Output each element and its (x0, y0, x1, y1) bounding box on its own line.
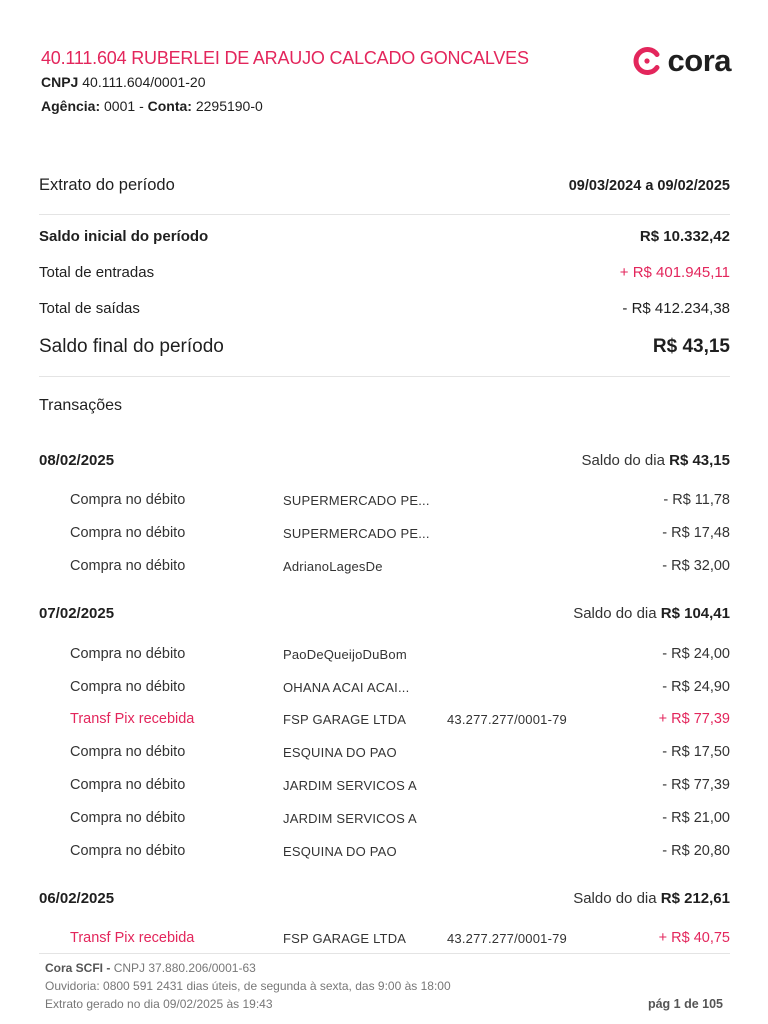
transaction-amount: - R$ 24,00 (662, 646, 730, 662)
footer-generated: Extrato gerado no dia 09/02/2025 às 19:43 (45, 997, 273, 1011)
saidas-label: Total de saídas (39, 300, 140, 317)
conta-label: Conta: (147, 98, 192, 114)
transaction-row (70, 679, 730, 699)
day-balance-label: Saldo do dia (573, 890, 657, 907)
transaction-description: Compra no débito (70, 744, 186, 760)
transaction-amount: - R$ 24,90 (662, 679, 730, 695)
transaction-description: Compra no débito (70, 525, 186, 541)
footer-company-name: Cora SCFI - (45, 961, 111, 975)
transaction-row (70, 777, 730, 797)
transaction-document: 43.277.277/0001-79 (447, 712, 567, 727)
account-separator: - (139, 98, 144, 114)
day-balance-label: Saldo do dia (573, 605, 657, 622)
entradas-label: Total de entradas (39, 264, 155, 281)
transaction-party: AdrianoLagesDe (283, 559, 383, 574)
transaction-description: Compra no débito (70, 492, 186, 508)
footer-ouvidoria: Ouvidoria: 0800 591 2431 dias úteis, de segunda à sexta, das 9:00 às 18:00 (45, 979, 451, 993)
transaction-amount: - R$ 32,00 (662, 558, 730, 574)
footer-company-cnpj: CNPJ 37.880.206/0001-63 (113, 961, 256, 975)
transaction-document: 43.277.277/0001-79 (447, 931, 567, 946)
transaction-party: ESQUINA DO PAO (283, 844, 397, 859)
cnpj-line (41, 70, 731, 94)
transaction-amount: - R$ 21,00 (662, 810, 730, 826)
transaction-description: Compra no débito (70, 558, 186, 574)
transaction-description: Compra no débito (70, 777, 186, 793)
transaction-description: Compra no débito (70, 646, 186, 662)
transaction-party: SUPERMERCADO PE... (283, 526, 430, 541)
saldo-final-label: Saldo final do período (39, 336, 224, 357)
cora-logo-text: cora (667, 43, 731, 78)
day-date: 08/02/2025 (39, 452, 115, 469)
cnpj-value: 40.111.604/0001-20 (82, 74, 206, 90)
transaction-row (70, 930, 730, 950)
day-balance (582, 452, 730, 469)
saldo-inicial-row (39, 228, 730, 245)
transaction-row (70, 711, 730, 731)
transaction-party: SUPERMERCADO PE... (283, 493, 430, 508)
summary-divider-bottom (39, 376, 730, 377)
transaction-row (70, 492, 730, 512)
day-header (39, 890, 730, 907)
transaction-party: ESQUINA DO PAO (283, 745, 397, 760)
summary-divider-top (39, 214, 730, 215)
day-balance (573, 605, 730, 622)
agencia-label: Agência: (41, 98, 101, 114)
period-title: Extrato do período (39, 176, 175, 194)
day-balance-label: Saldo do dia (581, 452, 665, 469)
transaction-row (70, 558, 730, 578)
period-row (39, 176, 730, 195)
day-date: 06/02/2025 (39, 890, 115, 907)
transaction-row (70, 843, 730, 863)
saldo-final-row (39, 336, 730, 358)
transaction-amount: - R$ 77,39 (662, 777, 730, 793)
transaction-party: JARDIM SERVICOS A (283, 778, 417, 793)
cora-logo-icon (632, 46, 662, 76)
transaction-amount: + R$ 77,39 (658, 711, 730, 727)
transactions-title: Transações (39, 397, 122, 414)
transaction-description: Transf Pix recebida (70, 711, 195, 727)
saidas-row (39, 300, 730, 317)
day-balance-value: R$ 104,41 (660, 605, 730, 622)
day-date: 07/02/2025 (39, 605, 115, 622)
transactions-heading-row (39, 397, 730, 415)
transaction-party: FSP GARAGE LTDA (283, 712, 407, 727)
entradas-row (39, 264, 730, 281)
transaction-description: Compra no débito (70, 679, 186, 695)
footer-divider (39, 953, 730, 954)
day-header (39, 605, 730, 622)
transaction-amount: - R$ 17,50 (662, 744, 730, 760)
transaction-row (70, 525, 730, 545)
saldo-final-value: R$ 43,15 (652, 336, 730, 357)
saldo-inicial-value: R$ 10.332,42 (639, 228, 730, 245)
day-balance-value: R$ 212,61 (660, 890, 730, 907)
transaction-row (70, 744, 730, 764)
footer-company (45, 961, 256, 975)
transaction-description: Compra no débito (70, 843, 186, 859)
statement-header (41, 43, 731, 118)
period-range: 09/03/2024 a 09/02/2025 (568, 177, 730, 194)
agencia-value: 0001 (104, 98, 136, 114)
transaction-row (70, 646, 730, 666)
transaction-party: PaoDeQueijoDuBom (283, 647, 407, 662)
cora-logo (632, 43, 731, 78)
day-balance-value: R$ 43,15 (669, 452, 730, 469)
cnpj-label: CNPJ (41, 74, 79, 90)
conta-value: 2295190-0 (195, 98, 263, 114)
transaction-party: JARDIM SERVICOS A (283, 811, 417, 826)
company-name: 40.111.604 RUBERLEI DE ARAUJO CALCADO GONCALVES (41, 48, 529, 68)
transaction-party: OHANA ACAI ACAI... (283, 680, 410, 695)
entradas-value: + R$ 401.945,11 (619, 264, 730, 281)
saidas-value: - R$ 412.234,38 (622, 300, 730, 317)
transaction-amount: - R$ 11,78 (663, 492, 730, 508)
transaction-row (70, 810, 730, 830)
transaction-amount: - R$ 17,48 (662, 525, 730, 541)
transaction-amount: + R$ 40,75 (658, 930, 730, 946)
account-line (41, 94, 731, 118)
day-balance (573, 890, 730, 907)
page-number: pág 1 de 105 (647, 997, 723, 1011)
transaction-description: Transf Pix recebida (70, 930, 195, 946)
saldo-inicial-label: Saldo inicial do período (39, 228, 209, 245)
transaction-description: Compra no débito (70, 810, 186, 826)
transaction-party: FSP GARAGE LTDA (283, 931, 407, 946)
transaction-amount: - R$ 20,80 (662, 843, 730, 859)
day-header (39, 452, 730, 469)
